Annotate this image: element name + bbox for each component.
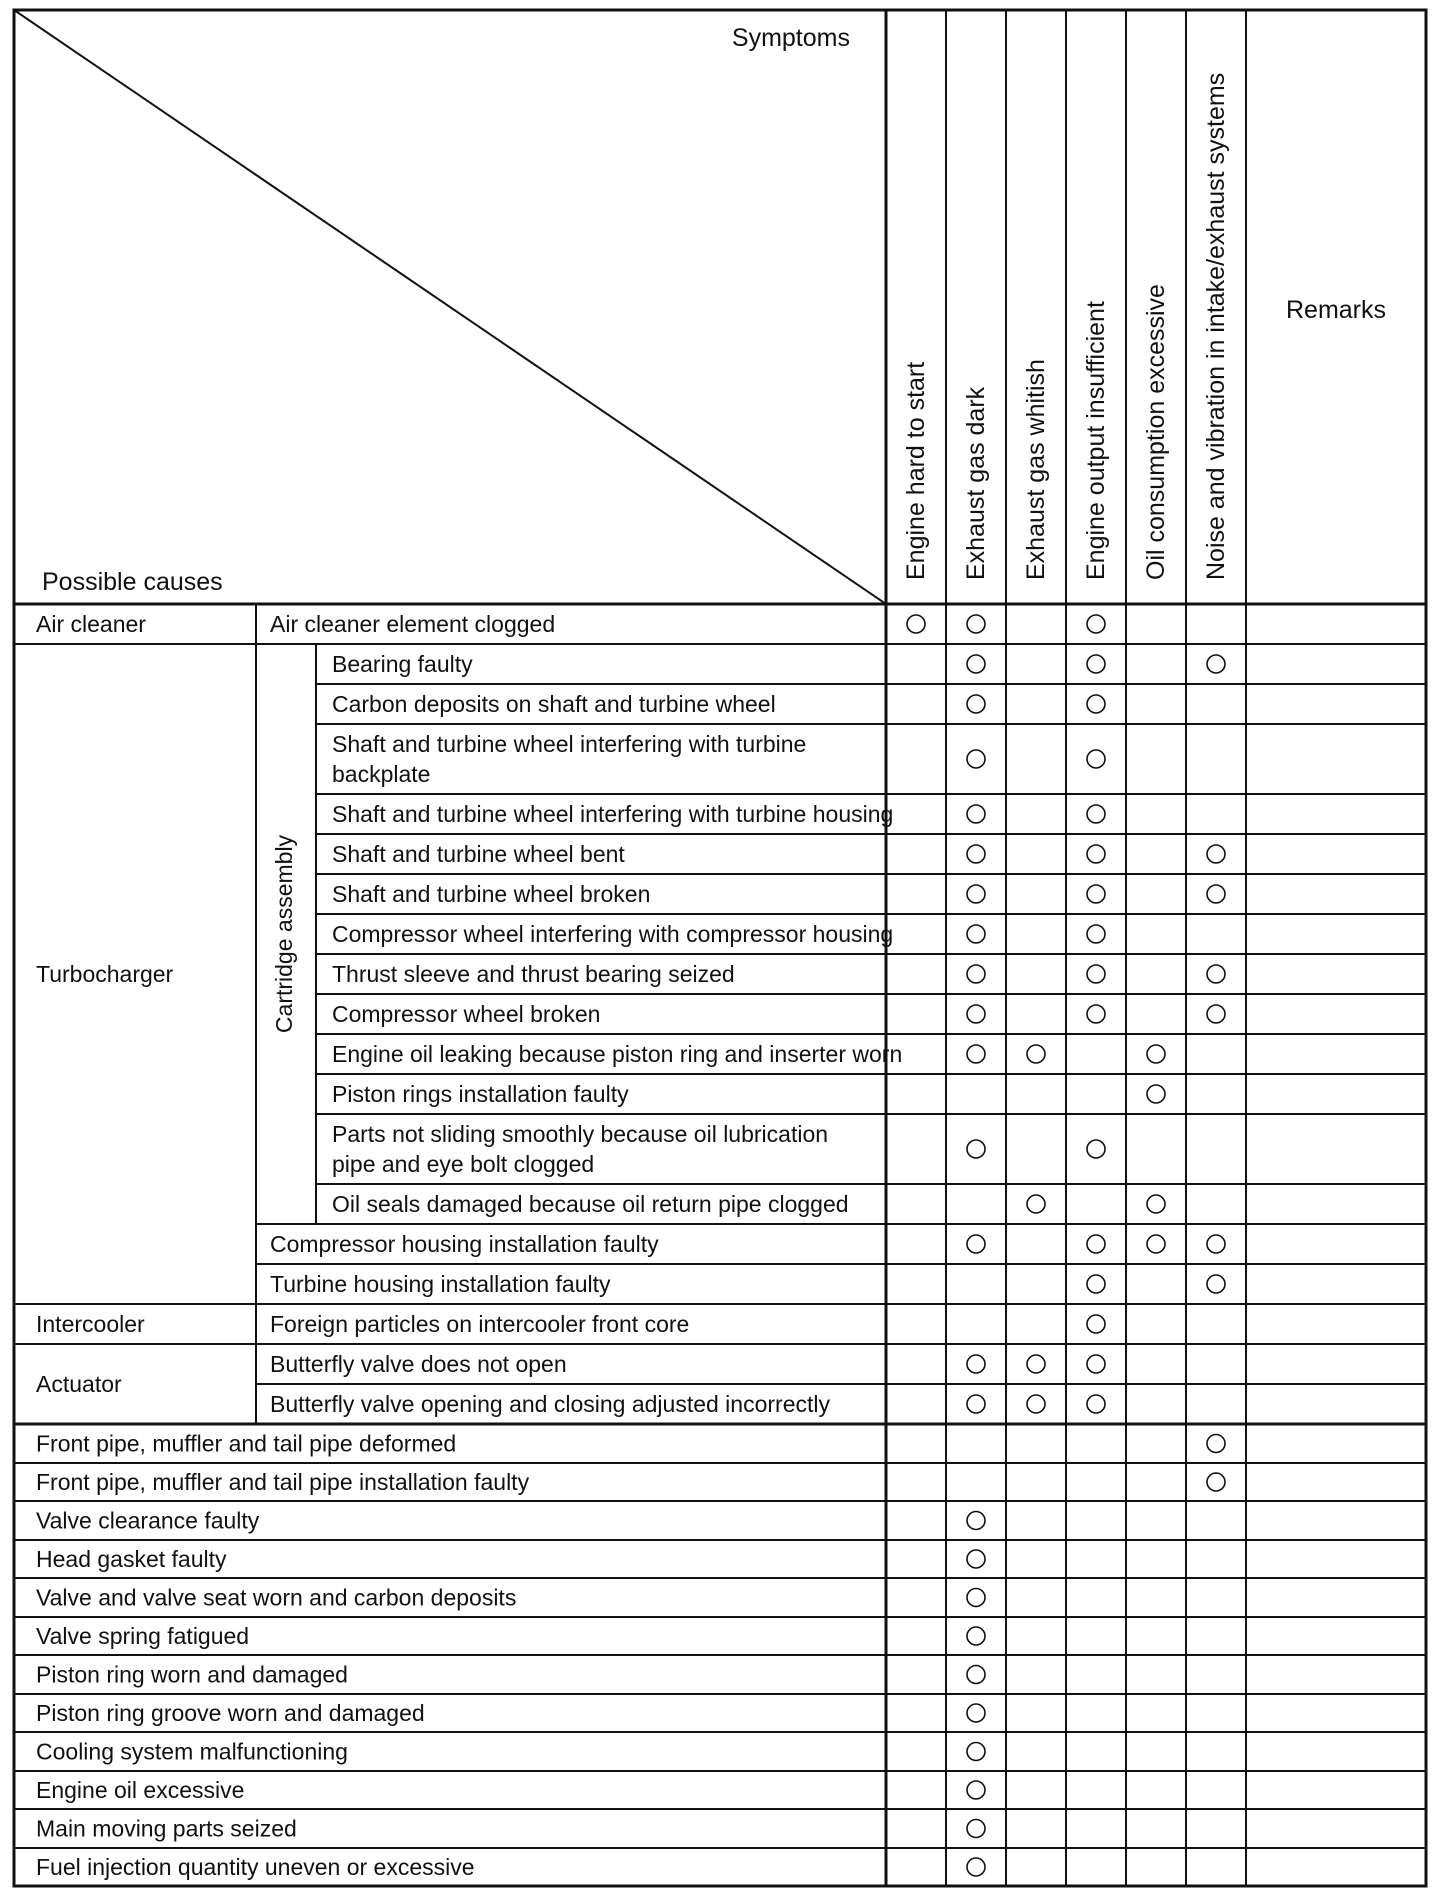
- mark-circle-icon: [967, 925, 985, 943]
- mark-circle-icon: [1087, 695, 1105, 713]
- symptom-column-header: Engine output insufficient: [1082, 301, 1110, 580]
- mark-circle-icon: [967, 845, 985, 863]
- mark-circle-icon: [1027, 1045, 1045, 1063]
- group-intercooler: Intercooler: [36, 1311, 145, 1337]
- cause-text: Butterfly valve does not open: [270, 1351, 567, 1377]
- symptom-column-header: Exhaust gas dark: [962, 386, 990, 580]
- mark-circle-icon: [967, 695, 985, 713]
- mark-circle-icon: [1087, 965, 1105, 983]
- mark-circle-icon: [967, 1235, 985, 1253]
- mark-circle-icon: [1207, 1235, 1225, 1253]
- mark-circle-icon: [1087, 1315, 1105, 1333]
- mark-circle-icon: [1207, 885, 1225, 903]
- cause-text: Engine oil excessive: [36, 1777, 245, 1803]
- mark-circle-icon: [1087, 615, 1105, 633]
- mark-circle-icon: [967, 750, 985, 768]
- mark-circle-icon: [1087, 1005, 1105, 1023]
- cause-text: Bearing faulty: [332, 651, 473, 677]
- cause-text: Valve spring fatigued: [36, 1623, 250, 1649]
- cause-text: backplate: [332, 761, 431, 787]
- possible-causes-label: Possible causes: [42, 568, 223, 596]
- mark-circle-icon: [967, 1743, 985, 1761]
- mark-circle-icon: [1087, 805, 1105, 823]
- symptom-column-header: Oil consumption excessive: [1142, 284, 1170, 580]
- mark-circle-icon: [967, 1589, 985, 1607]
- mark-circle-icon: [907, 615, 925, 633]
- mark-circle-icon: [967, 1395, 985, 1413]
- mark-circle-icon: [967, 1045, 985, 1063]
- cause-text: Engine oil leaking because piston ring and inserter worn: [332, 1041, 903, 1067]
- mark-circle-icon: [1207, 1275, 1225, 1293]
- mark-circle-icon: [1087, 655, 1105, 673]
- mark-circle-icon: [1147, 1045, 1165, 1063]
- mark-circle-icon: [967, 655, 985, 673]
- mark-circle-icon: [967, 1550, 985, 1568]
- cause-text: Carbon deposits on shaft and turbine wheel: [332, 691, 776, 717]
- mark-circle-icon: [1147, 1085, 1165, 1103]
- mark-circle-icon: [967, 1140, 985, 1158]
- mark-circle-icon: [967, 1704, 985, 1722]
- mark-circle-icon: [1087, 1355, 1105, 1373]
- mark-circle-icon: [967, 805, 985, 823]
- mark-circle-icon: [1207, 1435, 1225, 1453]
- mark-circle-icon: [967, 885, 985, 903]
- mark-circle-icon: [967, 1666, 985, 1684]
- mark-circle-icon: [967, 965, 985, 983]
- mark-circle-icon: [967, 1005, 985, 1023]
- cause-text: Piston ring worn and damaged: [36, 1661, 348, 1688]
- cause-text: Shaft and turbine wheel bent: [332, 841, 625, 867]
- cause-text: Piston ring groove worn and damaged: [36, 1700, 425, 1726]
- header-diagonal: [14, 10, 886, 604]
- mark-circle-icon: [1027, 1195, 1045, 1213]
- mark-circle-icon: [1087, 1275, 1105, 1293]
- cause-text: Thrust sleeve and thrust bearing seized: [332, 961, 735, 987]
- mark-circle-icon: [1087, 925, 1105, 943]
- mark-circle-icon: [967, 1355, 985, 1373]
- cause-text: Shaft and turbine wheel interfering with turbine: [332, 731, 807, 757]
- mark-circle-icon: [1087, 1395, 1105, 1413]
- cause-text: Piston rings installation faulty: [332, 1081, 629, 1107]
- cause-text: Valve and valve seat worn and carbon deposits: [36, 1584, 517, 1611]
- cause-text: Head gasket faulty: [36, 1546, 227, 1572]
- cause-text: Air cleaner element clogged: [270, 611, 556, 637]
- mark-circle-icon: [967, 1858, 985, 1876]
- mark-circle-icon: [1087, 885, 1105, 903]
- cause-text: Shaft and turbine wheel interfering with turbine housing: [332, 801, 894, 827]
- cause-text: Front pipe, muffler and tail pipe deformed: [36, 1430, 457, 1457]
- symptom-column-header: Exhaust gas whitish: [1022, 359, 1050, 580]
- group-cartridge-assembly: Cartridge assembly: [271, 834, 297, 1034]
- cause-text: Parts not sliding smoothly because oil lubrication: [332, 1121, 829, 1147]
- cause-text: Compressor wheel broken: [332, 1001, 601, 1027]
- mark-circle-icon: [1147, 1235, 1165, 1253]
- cause-text: Shaft and turbine wheel broken: [332, 881, 651, 907]
- remarks-label: Remarks: [1285, 296, 1387, 324]
- group-actuator: Actuator: [36, 1371, 122, 1397]
- mark-circle-icon: [1147, 1195, 1165, 1213]
- mark-circle-icon: [1207, 1473, 1225, 1491]
- mark-circle-icon: [1087, 1140, 1105, 1158]
- cause-text: pipe and eye bolt clogged: [332, 1151, 595, 1177]
- mark-circle-icon: [1027, 1395, 1045, 1413]
- mark-circle-icon: [967, 1627, 985, 1645]
- cause-text: Foreign particles on intercooler front core: [270, 1311, 690, 1337]
- mark-circle-icon: [967, 615, 985, 633]
- cause-text: Front pipe, muffler and tail pipe installation faulty: [36, 1469, 530, 1495]
- symptom-column-header: Noise and vibration in intake/exhaust systems: [1202, 72, 1230, 580]
- cause-text: Fuel injection quantity uneven or excessive: [36, 1854, 475, 1880]
- mark-circle-icon: [1087, 750, 1105, 768]
- group-turbocharger: Turbocharger: [36, 961, 174, 987]
- cause-text: Valve clearance faulty: [36, 1507, 260, 1534]
- mark-circle-icon: [967, 1820, 985, 1838]
- mark-circle-icon: [1087, 845, 1105, 863]
- cause-text: Turbine housing installation faulty: [270, 1271, 611, 1297]
- mark-circle-icon: [1027, 1355, 1045, 1373]
- cause-text: Compressor wheel interfering with compressor housing: [332, 921, 894, 947]
- mark-circle-icon: [967, 1512, 985, 1530]
- symptom-column-header: Engine hard to start: [902, 361, 930, 580]
- mark-circle-icon: [1207, 655, 1225, 673]
- mark-circle-icon: [1207, 965, 1225, 983]
- mark-circle-icon: [1207, 845, 1225, 863]
- mark-circle-icon: [1087, 1235, 1105, 1253]
- cause-text: Compressor housing installation faulty: [270, 1231, 659, 1257]
- cause-text: Main moving parts seized: [36, 1815, 297, 1842]
- cause-text: Oil seals damaged because oil return pipe clogged: [332, 1191, 849, 1217]
- cause-text: Butterfly valve opening and closing adjusted incorrectly: [270, 1391, 830, 1417]
- group-air-cleaner: Air cleaner: [36, 611, 146, 637]
- mark-circle-icon: [1207, 1005, 1225, 1023]
- mark-circle-icon: [967, 1781, 985, 1799]
- symptoms-label: Symptoms: [731, 24, 850, 52]
- cause-text: Cooling system malfunctioning: [36, 1738, 348, 1765]
